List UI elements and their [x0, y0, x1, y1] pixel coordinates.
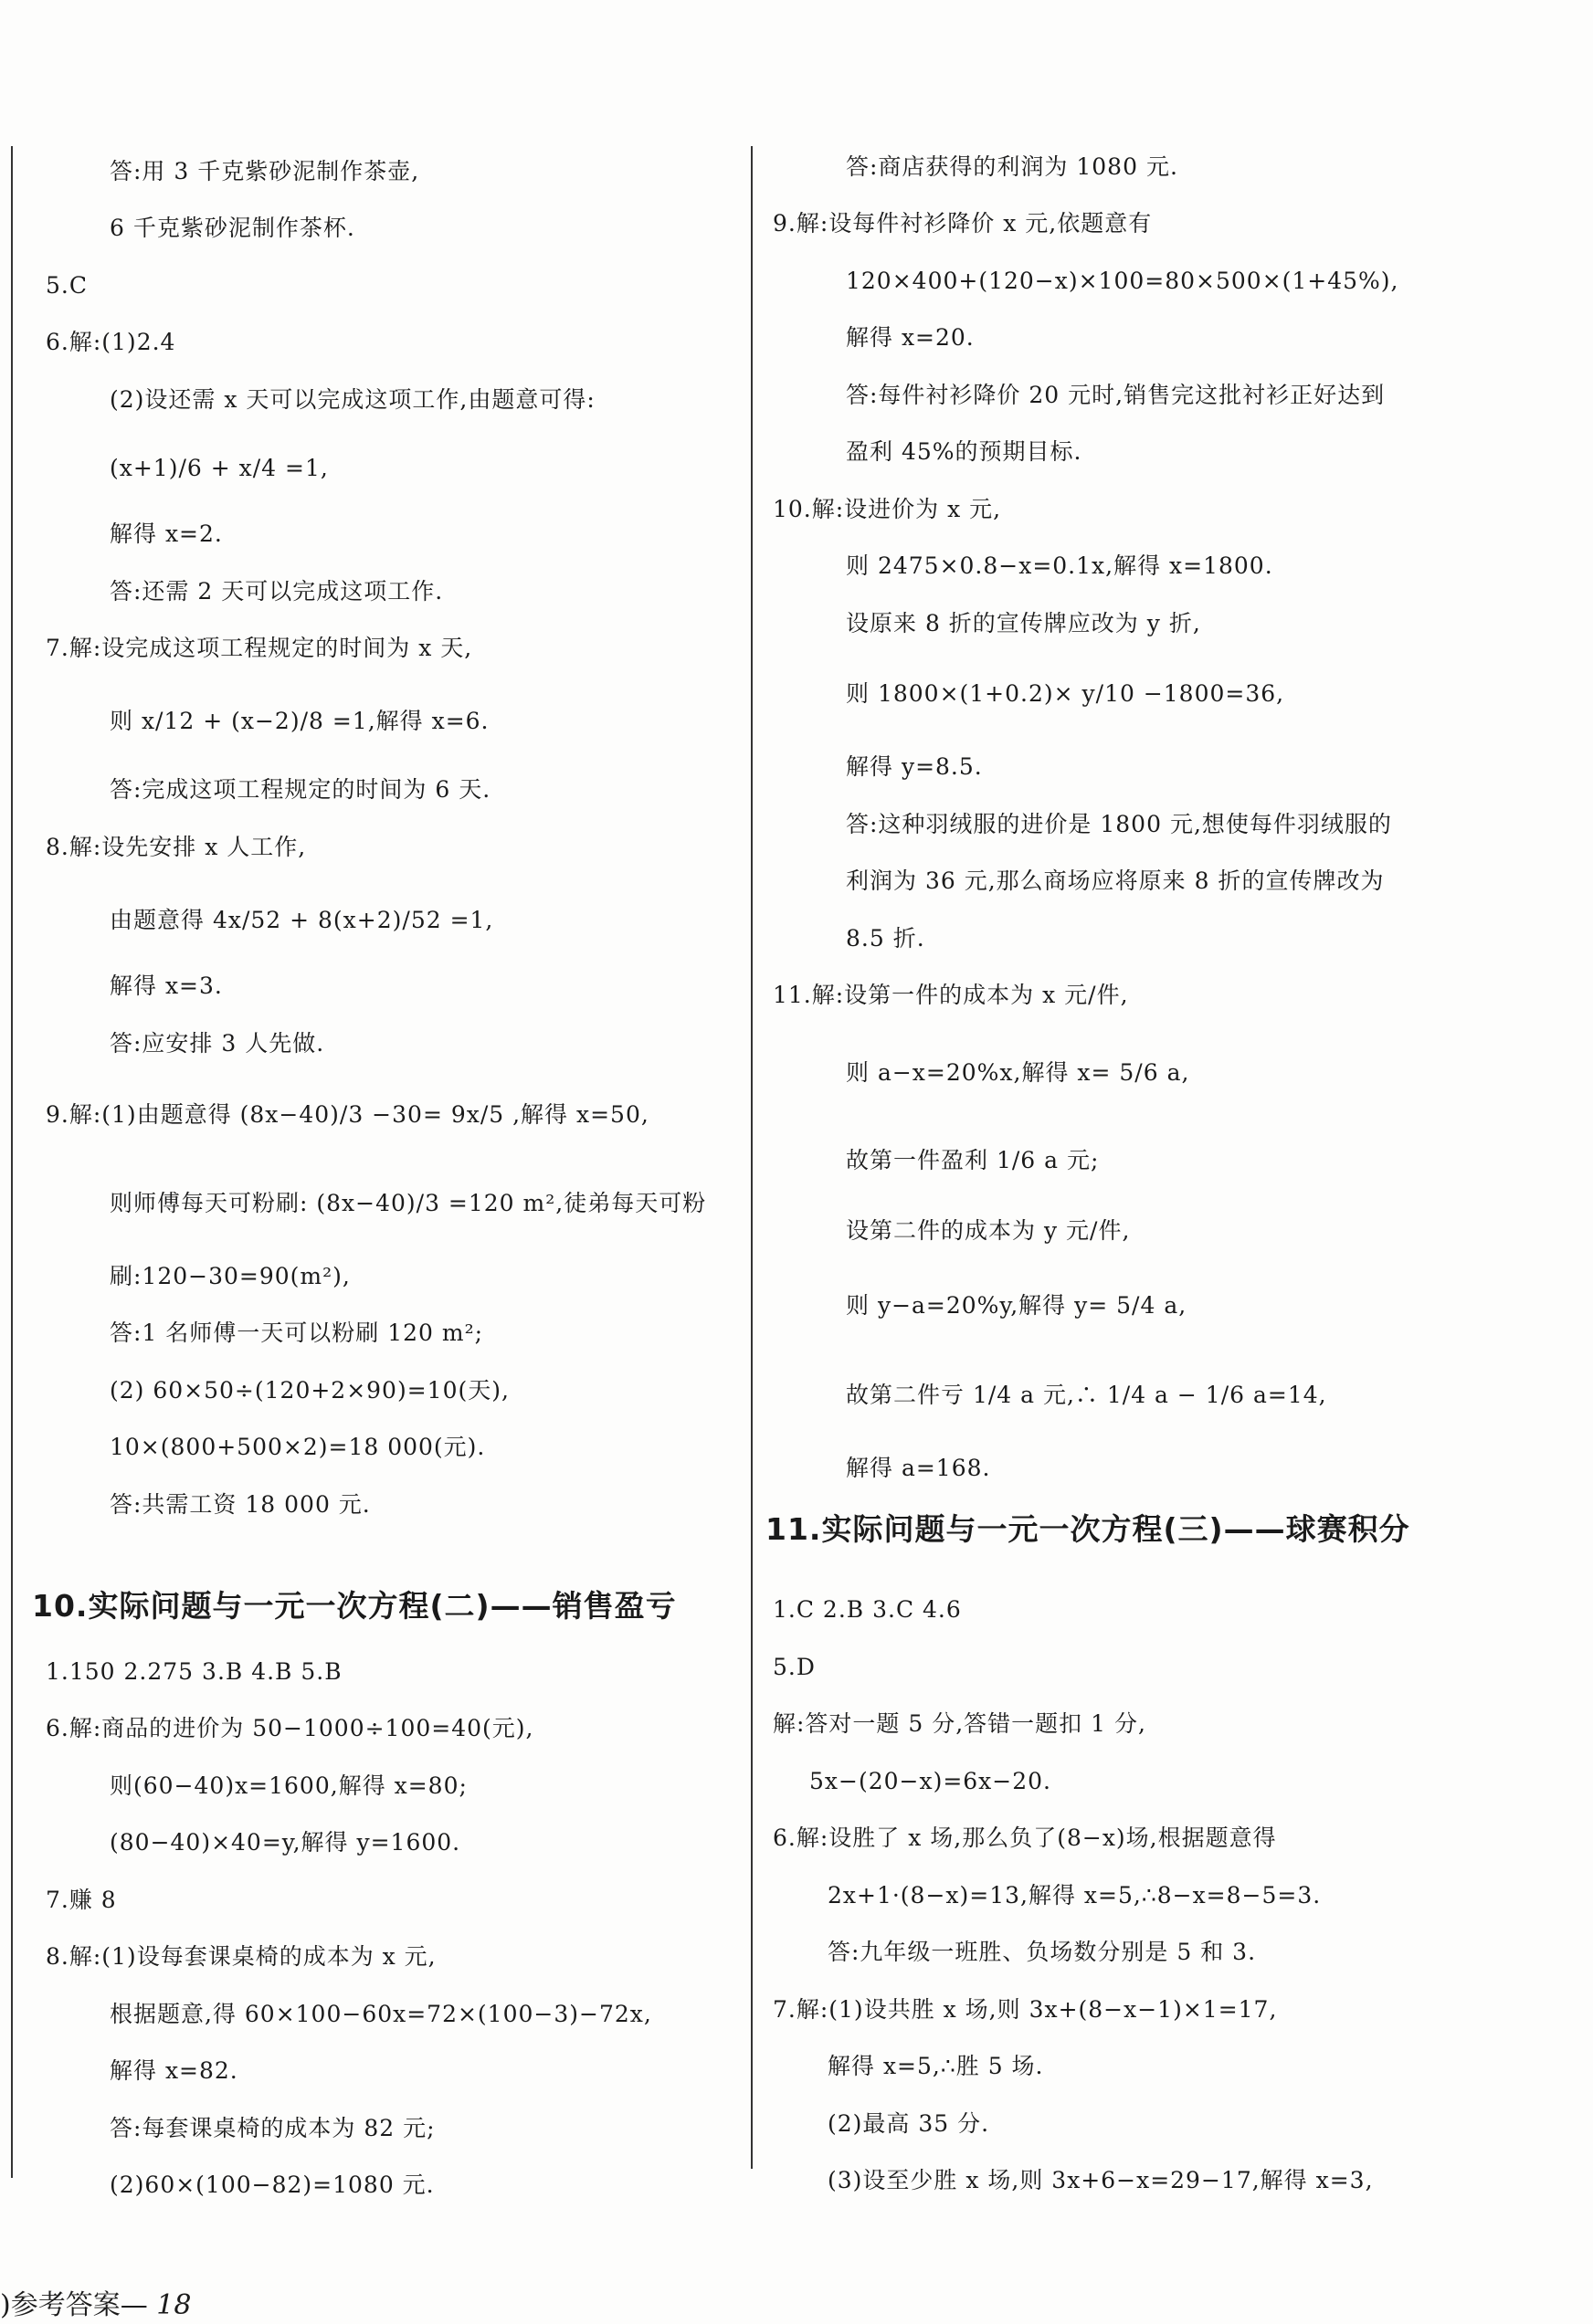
text-line: 1.150 2.275 3.B 4.B 5.B: [46, 1658, 343, 1685]
text-line: 故第二件亏 1/4 a 元,∴ 1/4 a − 1/6 a=14,: [846, 1382, 1327, 1408]
text-line: 解得 x=82.: [110, 2057, 238, 2084]
text-line: 1.C 2.B 3.C 4.6: [773, 1596, 962, 1623]
text-line: 设第二件的成本为 y 元/件,: [846, 1217, 1131, 1244]
text-line: (2)设还需 x 天可以完成这项工作,由题意可得:: [110, 386, 596, 413]
text-line: 7.赚 8: [46, 1887, 117, 1913]
page-number: 18: [156, 2289, 192, 2321]
text-line: 盈利 45%的预期目标.: [846, 438, 1082, 465]
section-heading: 11.实际问题与一元一次方程(三)——球赛积分: [765, 1511, 1410, 1547]
footer-label: )参考答案—: [0, 2289, 157, 2321]
text-line: (2) 60×50÷(120+2×90)=10(天),: [110, 1377, 510, 1404]
text-line: 解得 x=3.: [110, 973, 223, 999]
text-line: 解得 a=168.: [846, 1455, 991, 1481]
text-line: 则 1800×(1+0.2)× y/10 −1800=36,: [846, 680, 1285, 707]
text-line: 则 x/12 + (x−2)/8 =1,解得 x=6.: [110, 708, 490, 734]
text-line: 答:用 3 千克紫砂泥制作茶壶,: [110, 158, 420, 184]
text-line: 8.5 折.: [846, 925, 925, 952]
text-line: 答:1 名师傅一天可以粉刷 120 m²;: [110, 1320, 484, 1346]
text-line: (x+1)/6 + x/4 =1,: [110, 455, 329, 481]
text-line: 则(60−40)x=1600,解得 x=80;: [110, 1772, 468, 1799]
text-line: 9.解:(1)由题意得 (8x−40)/3 −30= 9x/5 ,解得 x=50,: [46, 1101, 649, 1128]
text-line: 8.解:设先安排 x 人工作,: [46, 834, 307, 860]
text-line: 则 a−x=20%x,解得 x= 5/6 a,: [846, 1059, 1190, 1086]
text-line: 11.解:设第一件的成本为 x 元/件,: [773, 982, 1129, 1008]
text-line: 解得 x=2.: [110, 521, 223, 547]
text-line: 根据题意,得 60×100−60x=72×(100−3)−72x,: [110, 2001, 652, 2027]
text-line: 5.D: [773, 1654, 816, 1680]
page-footer: [0, 2287, 191, 2324]
text-line: (3)设至少胜 x 场,则 3x+6−x=29−17,解得 x=3,: [828, 2167, 1374, 2193]
text-line: 6.解:(1)2.4: [46, 329, 176, 355]
text-line: 120×400+(120−x)×100=80×500×(1+45%),: [846, 268, 1399, 294]
text-line: 答:还需 2 天可以完成这项工作.: [110, 578, 444, 605]
text-line: 10×(800+500×2)=18 000(元).: [110, 1434, 486, 1460]
text-line: 答:应安排 3 人先做.: [110, 1030, 325, 1057]
text-line: 设原来 8 折的宣传牌应改为 y 折,: [846, 610, 1201, 636]
text-line: 5.C: [46, 272, 88, 299]
text-line: 答:共需工资 18 000 元.: [110, 1491, 371, 1518]
text-line: 刷:120−30=90(m²),: [110, 1263, 351, 1289]
text-line: 答:完成这项工程规定的时间为 6 天.: [110, 776, 491, 803]
text-line: 10.解:设进价为 x 元,: [773, 496, 1002, 522]
text-line: (80−40)×40=y,解得 y=1600.: [110, 1829, 461, 1856]
text-line: 8.解:(1)设每套课桌椅的成本为 x 元,: [46, 1943, 437, 1970]
text-line: 7.解:设完成这项工程规定的时间为 x 天,: [46, 635, 473, 661]
left-margin-rule: [11, 146, 13, 2178]
text-line: 5x−(20−x)=6x−20.: [809, 1768, 1051, 1794]
text-line: 解得 x=20.: [846, 324, 975, 351]
text-line: 答:商店获得的利润为 1080 元.: [846, 153, 1178, 180]
column-divider: [751, 146, 753, 2169]
text-line: 解得 x=5,∴胜 5 场.: [828, 2053, 1044, 2079]
text-line: 答:每件衬衫降价 20 元时,销售完这批衬衫正好达到: [846, 382, 1386, 408]
text-line: 故第一件盈利 1/6 a 元;: [846, 1147, 1100, 1173]
text-line: 答:九年级一班胜、负场数分别是 5 和 3.: [828, 1939, 1257, 1965]
text-line: 则 2475×0.8−x=0.1x,解得 x=1800.: [846, 552, 1273, 579]
text-line: 利润为 36 元,那么商场应将原来 8 折的宣传牌改为: [846, 868, 1385, 894]
text-line: 2x+1·(8−x)=13,解得 x=5,∴8−x=8−5=3.: [828, 1882, 1322, 1909]
text-line: 由题意得 4x/52 + 8(x+2)/52 =1,: [110, 907, 494, 933]
text-line: 9.解:设每件衬衫降价 x 元,依题意有: [773, 210, 1153, 237]
text-line: 则 y−a=20%y,解得 y= 5/4 a,: [846, 1292, 1187, 1319]
text-line: 解:答对一题 5 分,答错一题扣 1 分,: [773, 1710, 1146, 1737]
text-line: 则师傅每天可粉刷: (8x−40)/3 =120 m²,徒弟每天可粉: [110, 1190, 707, 1216]
text-line: 6.解:设胜了 x 场,那么负了(8−x)场,根据题意得: [773, 1824, 1277, 1851]
text-line: (2)最高 35 分.: [828, 2110, 990, 2137]
text-line: 6.解:商品的进价为 50−1000÷100=40(元),: [46, 1715, 534, 1741]
text-line: 6 千克紫砂泥制作茶杯.: [110, 215, 355, 241]
text-line: 答:这种羽绒服的进价是 1800 元,想使每件羽绒服的: [846, 811, 1392, 837]
text-line: 7.解:(1)设共胜 x 场,则 3x+(8−x−1)×1=17,: [773, 1996, 1278, 2023]
section-heading: 10.实际问题与一元一次方程(二)——销售盈亏: [32, 1588, 677, 1624]
text-line: 解得 y=8.5.: [846, 753, 983, 780]
text-line: (2)60×(100−82)=1080 元.: [110, 2172, 435, 2198]
text-line: 答:每套课桌椅的成本为 82 元;: [110, 2115, 436, 2141]
